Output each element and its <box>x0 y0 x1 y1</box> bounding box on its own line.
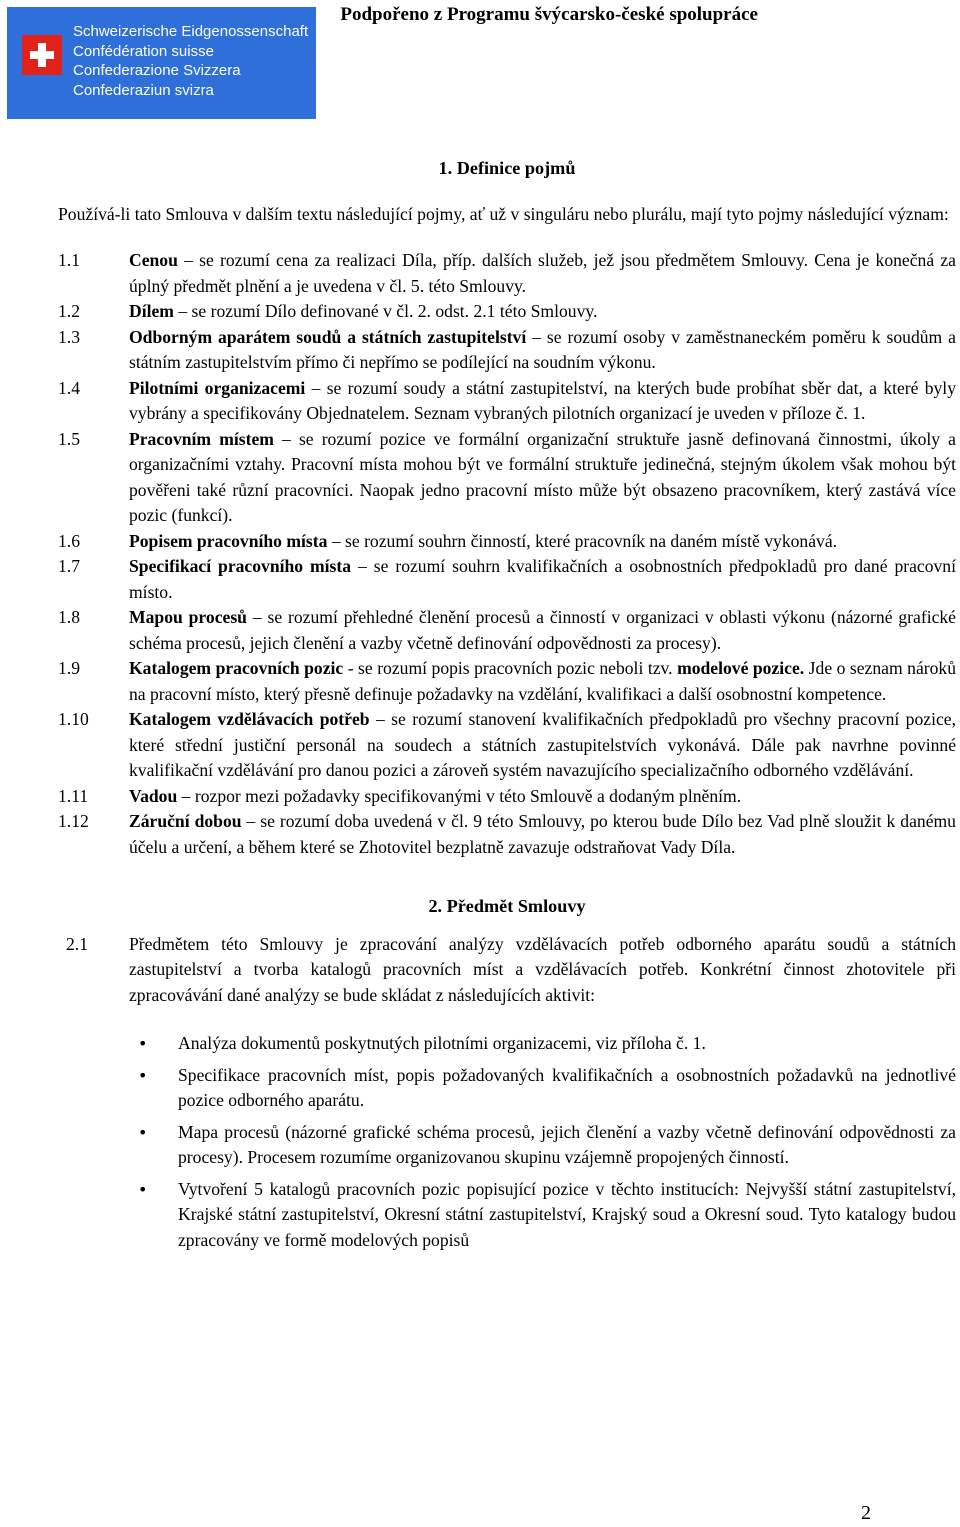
definition-text <box>129 656 956 707</box>
definition-term: Katalogem pracovních pozic <box>129 658 344 678</box>
definition-term: Pilotními organizacemi <box>129 377 306 398</box>
definition-item <box>58 299 956 325</box>
definition-term: modelové pozice. <box>677 658 805 678</box>
section-2-title: 2. Předmět Smlouvy <box>428 896 586 916</box>
definition-item <box>58 376 956 427</box>
definition-item <box>58 707 956 784</box>
definition-body: – se rozumí doba uvedená v čl. 9 této Smlouvy, po kterou bude Dílo bez Vad plně sloužit k danému účelu a určení, a během které se Zhotovitel bezplatně zavazuje odstraňovat Vady Díla. <box>129 811 956 857</box>
definition-number: 1.6 <box>58 530 80 551</box>
definition-number: 1.3 <box>58 326 80 347</box>
definition-item <box>58 248 956 299</box>
definition-text <box>129 376 956 427</box>
section-1-intro: Používá-li tato Smlouva v dalším textu následující pojmy, ať už v singuláru nebo plurálu, mají tyto pojmy následující význam: <box>58 203 949 224</box>
definition-term: Odborným aparátem soudů a státních zastupitelství <box>129 326 527 347</box>
list-item: • Specifikace pracovních míst, popis požadovaných kvalifikačních a osobnostních požadavků na jednotlivé pozice odborného aparátu. <box>58 1063 956 1114</box>
definition-text <box>129 809 956 860</box>
definition-body: Jde o seznam nároků na pracovní místo, který přesně definuje požadavky na vzdělání, kvalifikaci a další osobnostní kompetence. <box>129 658 956 704</box>
definition-body: – se rozumí souhrn kvalifikačních a osobnostních předpokladů pro dané pracovní místo. <box>129 556 956 602</box>
definition-text <box>129 554 956 605</box>
definition-text <box>129 784 956 810</box>
definition-term: Vadou <box>129 785 178 806</box>
definition-text <box>129 707 956 784</box>
definition-item <box>58 325 956 376</box>
definition-body: – se rozumí stanovení kvalifikačních předpokladů pro všechny pracovní pozice, které střední justiční personál na soudech a státních zastupitelstvích vykonává. Dále pak navrhne povinné kvalifikační vzdělávání pro danou pozici a zároveň systém navazujícího specializačního odborného vzdělávání. <box>129 709 956 780</box>
list-item: • Mapa procesů (názorné grafické schéma procesů, jejich členění a vazby včetně definování odpovědnosti za procesy). Procesem rozumíme organizovanou skupinu vzájemně propojených činností. <box>58 1120 956 1171</box>
paragraph-number: 2.1 <box>66 933 88 954</box>
definition-body: – se rozumí soudy a státní zastupitelství, na kterých bude probíhat sběr dat, a které byly vybrány a specifikovány Objednatelem. Seznam vybraných pilotních organizací je uveden v příloze č. 1. <box>129 377 956 423</box>
definition-body: – se rozumí pozice ve formální organizační struktuře jasně definovaná činnostmi, úkoly a organizačními vztahy. Pracovní místa mohou být ve formální struktuře jedinečná, stejným úkolem však mohou být pověřeni také různí pracovníci. Naopak jedno pracovní místo může být obsazeno pracovníkem, který zastává více pozic (funkcí). <box>129 428 956 525</box>
list-item: • Analýza dokumentů poskytnutých pilotními organizacemi, viz příloha č. 1. <box>58 1031 956 1057</box>
definition-item <box>58 427 956 529</box>
definition-number: 1.2 <box>58 301 80 321</box>
definitions-list <box>58 248 956 860</box>
logo-line: Schweizerische Eidgenossenschaft <box>73 23 309 40</box>
definition-term: Záruční dobou <box>129 811 242 831</box>
paragraph-2-1 <box>58 932 956 1009</box>
definition-number: 1.9 <box>58 658 80 678</box>
definition-term: Katalogem vzdělávacích potřeb <box>129 709 370 729</box>
definition-term: Popisem pracovního místa <box>129 530 328 551</box>
definition-item <box>58 554 956 605</box>
definition-body: – se rozumí Dílo definované v čl. 2. odst. 2.1 této Smlouvy. <box>173 301 598 321</box>
definition-item <box>58 809 956 860</box>
page-number: 2 <box>861 1502 871 1524</box>
definition-number: 1.4 <box>58 377 80 398</box>
definition-body: – se rozumí přehledné členění procesů a činností v organizaci v oblasti výkonu (názorné grafické schéma procesů, jejich členění a vazby včetně definování odpovědnosti za procesy). <box>129 607 956 653</box>
definition-number: 1.8 <box>58 607 80 627</box>
definition-item <box>58 784 956 810</box>
definition-text <box>129 427 956 529</box>
definition-number: 1.5 <box>58 428 80 449</box>
definition-body: - se rozumí popis pracovních pozic neboli tzv. <box>343 658 678 678</box>
list-item: • Vytvoření 5 katalogů pracovních pozic popisující pozice v těchto institucích: Nejvyšší státní zastupitelství, Krajské státní zastupitelství, Okresní státní zastupitelství, Krajský soud a Okresní soud. Tyto katalogy budou zpracovány ve formě modelových popisů <box>58 1177 956 1254</box>
definition-term: Specifikací pracovního místa <box>129 556 352 576</box>
definition-term: Mapou procesů <box>129 607 247 627</box>
definition-body: – rozpor mezi požadavky specifikovanými v této Smlouvě a dodaným plněním. <box>177 785 742 806</box>
definition-text <box>129 325 956 376</box>
swiss-confederation-logo <box>7 7 316 119</box>
activity-list <box>58 1031 956 1253</box>
definition-term: Cenou <box>129 250 178 270</box>
definition-text <box>129 605 956 656</box>
definition-number: 1.12 <box>58 811 89 831</box>
section-1-title: 1. Definice pojmů <box>438 158 576 178</box>
definition-number: 1.1 <box>58 250 80 270</box>
definition-body: – se rozumí souhrn činností, které pracovník na daném místě vykonává. <box>327 530 838 551</box>
logo-text <box>73 22 308 100</box>
definition-number: 1.7 <box>58 556 80 576</box>
swiss-flag-icon <box>22 35 62 75</box>
header-note: Podpořeno z Programu švýcarsko-české spolupráce <box>340 4 758 25</box>
definition-text <box>129 248 956 299</box>
definition-item <box>58 529 956 555</box>
definition-term: Pracovním místem <box>129 428 274 449</box>
definition-body: – se rozumí cena za realizaci Díla, příp. dalších služeb, jež jsou předmětem Smlouvy. Cena je konečná za úplný předmět plnění a je uvedena v čl. 5. této Smlouvy. <box>129 250 956 296</box>
definition-text <box>129 529 956 555</box>
definition-number: 1.10 <box>58 709 89 729</box>
logo-line: Confédération suisse <box>73 42 214 60</box>
definition-term: Dílem <box>129 301 174 321</box>
paragraph-text: Předmětem této Smlouvy je zpracování analýzy vzdělávacích potřeb odborného aparátu soudů a státních zastupitelství a tvorba katalogů pracovních míst a vzdělávacích potřeb. Konkrétní činnost zhotovitele při zpracovávání dané analýzy se bude skládat z následujících aktivit: <box>129 933 956 1005</box>
definition-body: – se rozumí osoby v zaměstnaneckém poměru k soudům a státním zastupitelstvím přímo či nepřímo se podílející na soudním výkonu. <box>129 326 956 372</box>
logo-line: Confederaziun svizra <box>73 81 214 99</box>
definition-text <box>129 299 956 325</box>
document-body <box>58 156 956 1259</box>
definition-item <box>58 605 956 656</box>
definition-item <box>58 656 956 707</box>
definition-number: 1.11 <box>58 785 89 806</box>
logo-line: Confederazione Svizzera <box>73 62 241 79</box>
